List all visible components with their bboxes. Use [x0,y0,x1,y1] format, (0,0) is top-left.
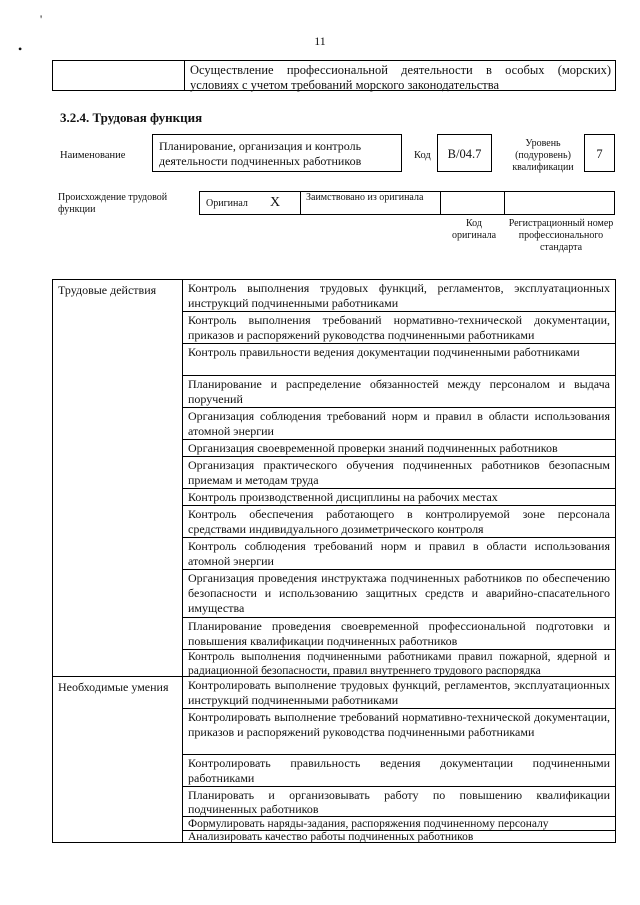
code-label: Код [414,150,431,161]
reg-number-label: Регистрационный номер профессионального стандарта [508,218,614,253]
labor-action-row: Контроль выполнения подчиненными работниками правил пожарной, ядерной и радиационной безопасности, правил внутреннего трудового распорядка [183,650,615,677]
labor-action-row: Организация соблюдения требований норм и правил в области использования атомной энергии [183,408,615,440]
continuation-text: Осуществление профессиональной деятельности в особых (морских) условиях с учетом требований морского законодательства [190,63,611,92]
labor-action-row: Организация своевременной проверки знаний подчиненных работников [183,440,615,457]
borrowed-label: Заимствовано из оригинала [306,192,424,203]
labor-action-row: Контроль выполнения требований нормативно-технической документации, приказов и распоряжений руководства подчиненными работниками [183,312,615,344]
labor-action-row: Контроль производственной дисциплины на рабочих местах [183,489,615,506]
scan-mark: ' [40,12,43,26]
code-original-label: Код оригинала [451,218,497,241]
function-code-box: В/04.7 [437,134,492,172]
name-label: Наименование [60,150,126,161]
function-name-box: Планирование, организация и контроль деятельности подчиненных работников [152,134,402,172]
labor-action-row: Планирование и распределение обязанностей между персоналом и выдача поручений [183,376,615,408]
skill-row: Контролировать правильность ведения документации подчиненными работниками [183,755,615,787]
level-label: Уровень (подуровень) квалификации [512,138,574,173]
original-label: Оригинал [206,198,248,209]
labor-action-row: Организация проведения инструктажа подчиненных работников по обеспечению безопасности и использованию защитных средств и аварийно-спасательного имущества [183,570,615,618]
scan-mark: • [18,42,23,56]
skill-row: Контролировать выполнение требований нормативно-технической документации, приказов и распоряжений руководства подчиненными работниками [183,709,615,755]
labor-action-row: Планирование проведения своевременной профессиональной подготовки и повышения квалификации подчиненных работников [183,618,615,650]
skill-row: Анализировать качество работы подчиненных работников [188,831,474,843]
labor-action-row: Организация практического обучения подчиненных работников безопасным приемам и методам труда [183,457,615,489]
skill-row: Формулировать наряды-задания, распоряжения подчиненному персоналу [183,817,615,831]
code-original-cell [441,192,505,214]
skill-row: Контролировать выполнение трудовых функций, регламентов, эксплуатационных инструкций подчиненными работниками [183,677,615,709]
origin-label: Происхождение трудовой функции [58,192,168,215]
labor-action-row: Контроль выполнения трудовых функций, регламентов, эксплуатационных инструкций подчиненными работниками [183,280,615,312]
labor-action-row: Контроль правильности ведения документации подчиненными работниками [183,344,615,376]
original-mark: X [270,195,281,210]
level-box: 7 [584,134,615,172]
page-number: 11 [314,34,326,48]
labor-action-row: Контроль обеспечения работающего в контролируемой зоне персонала средствами индивидуального дозиметрического контроля [183,506,615,538]
reg-number-cell [505,192,614,214]
skills-label: Необходимые умения [53,677,183,843]
continuation-table [52,60,616,91]
function-table [52,279,616,843]
original-cell [200,192,301,214]
origin-grid [199,191,615,215]
continuation-empty-cell [53,61,185,90]
section-title: 3.2.4. Трудовая функция [60,110,203,125]
labor-actions-label: Трудовые действия [53,280,183,677]
borrowed-cell [301,192,441,214]
skill-row: Планировать и организовывать работу по повышению квалификации подчиненных работников [183,787,615,817]
labor-action-row: Контроль соблюдения требований норм и правил в области использования атомной энергии [183,538,615,570]
